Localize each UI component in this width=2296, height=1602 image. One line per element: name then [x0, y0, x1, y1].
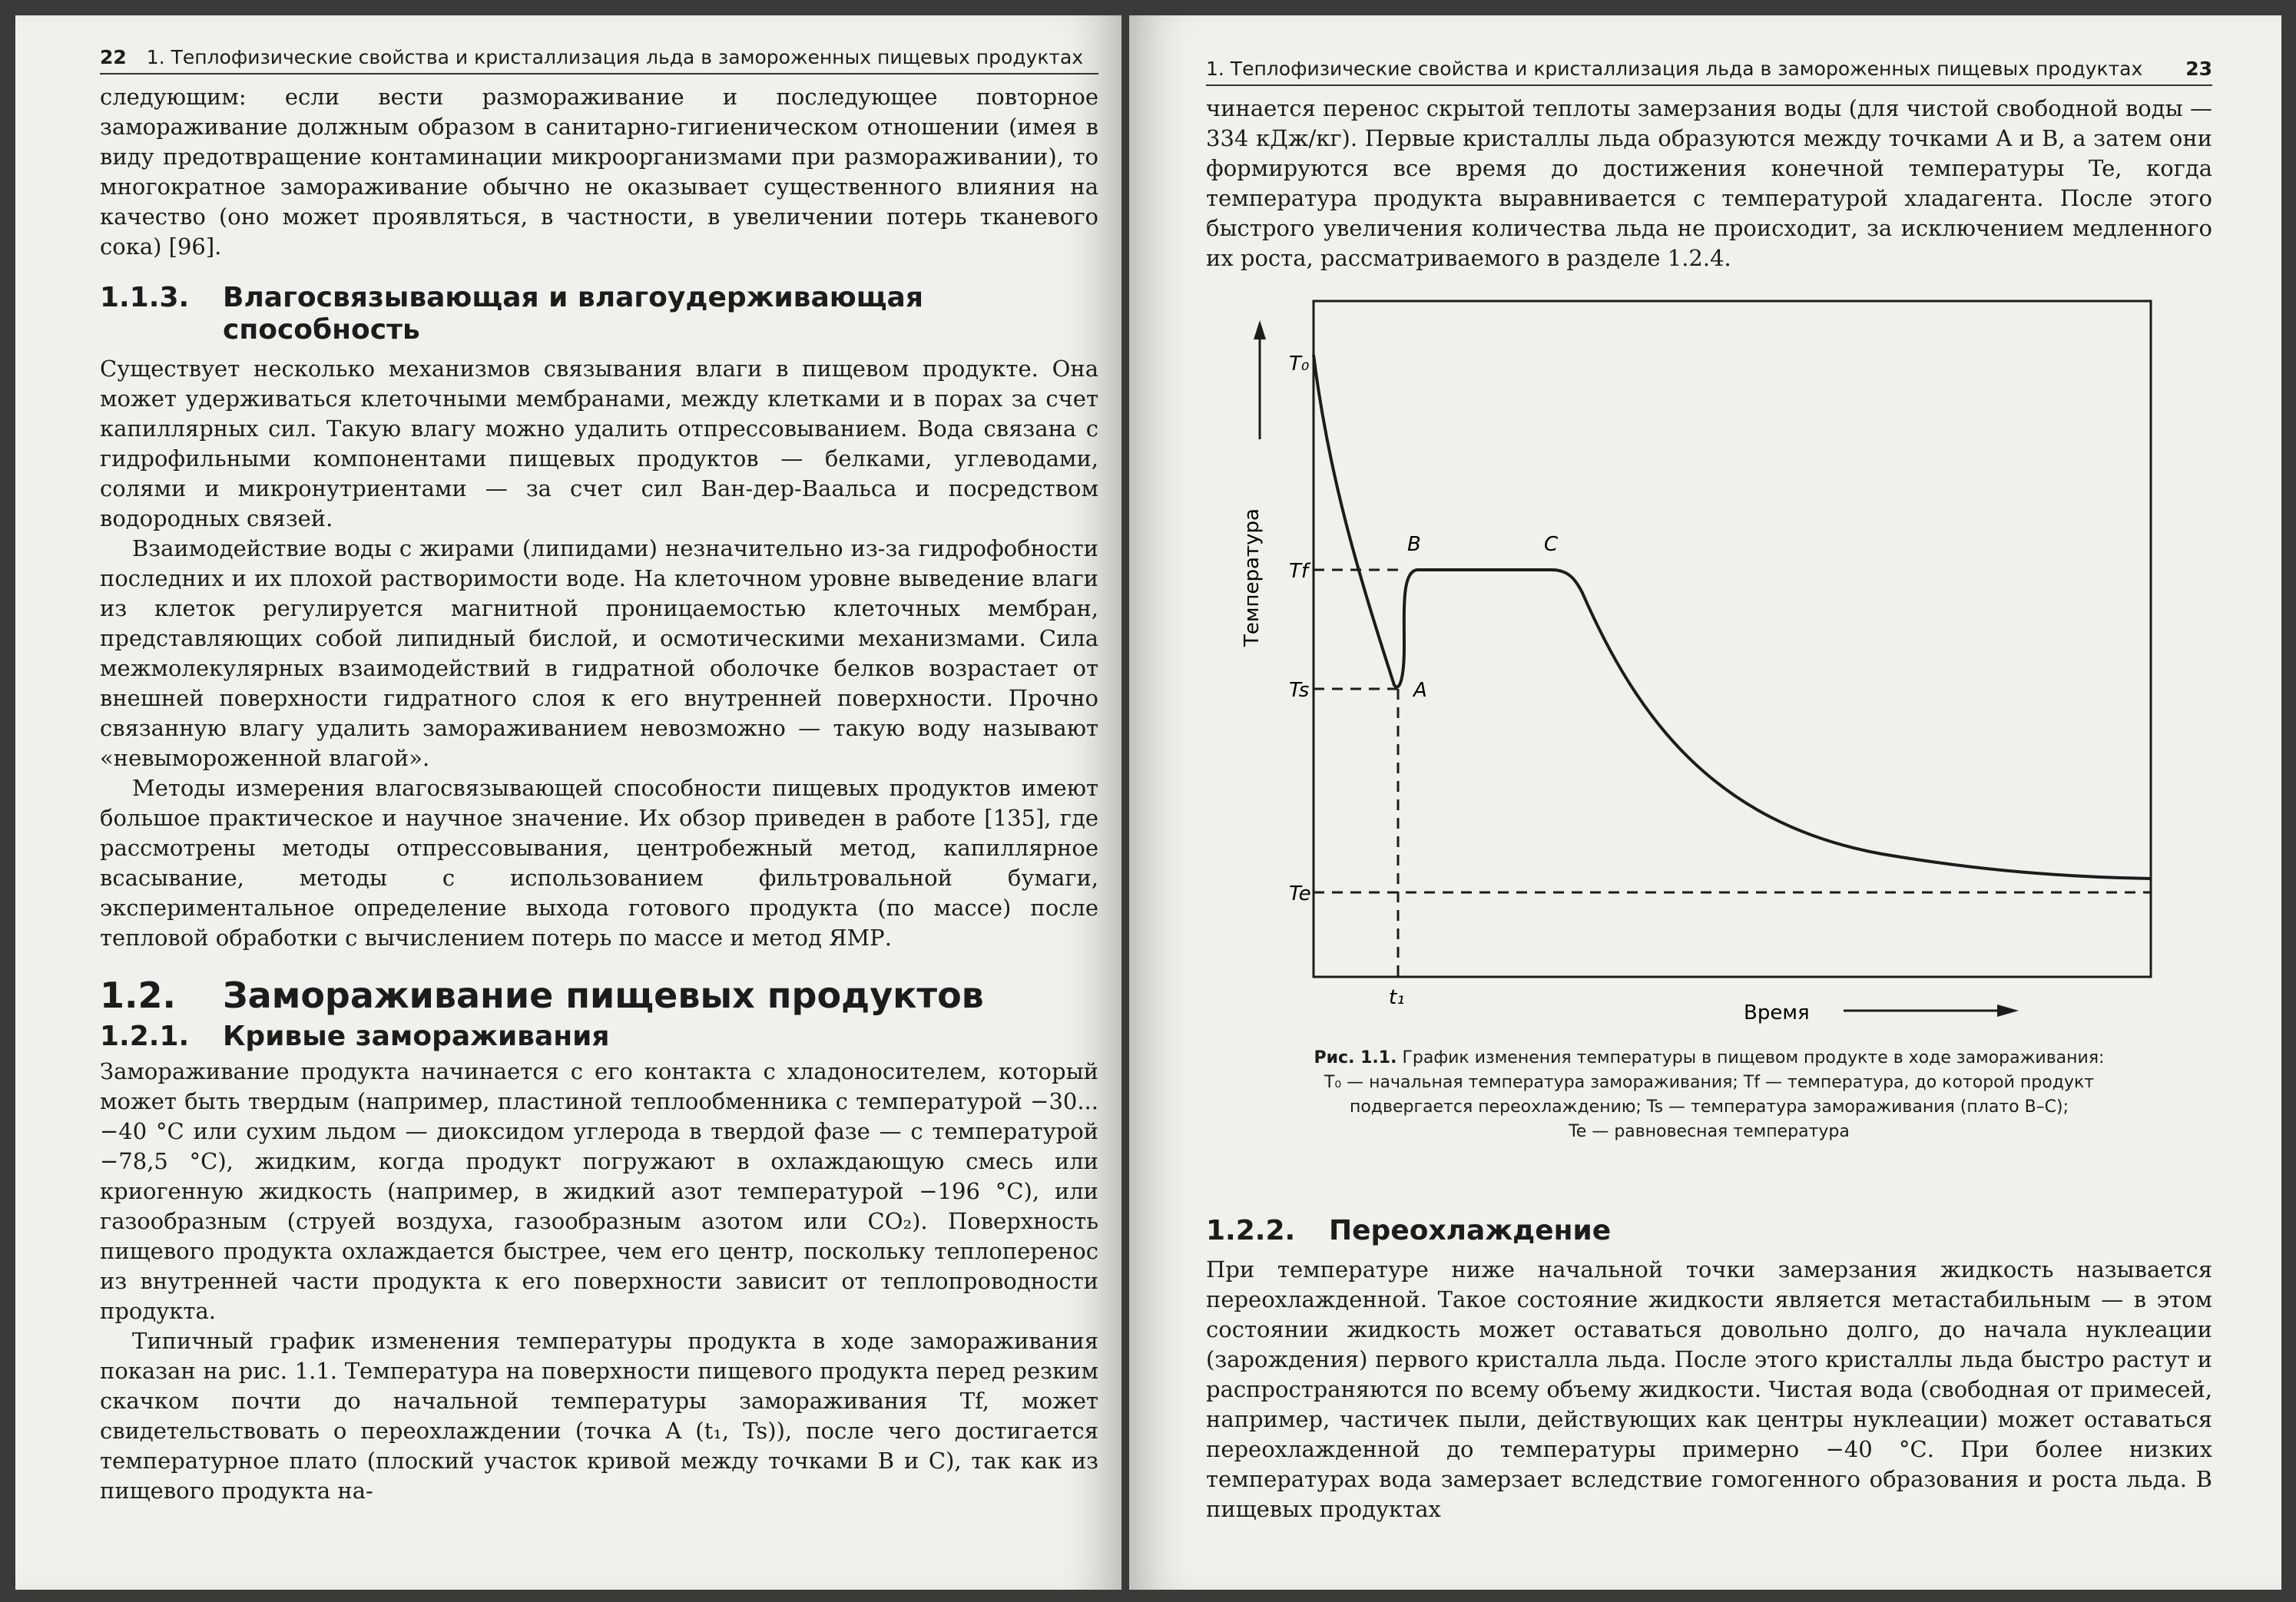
label-te: Te	[1289, 882, 1311, 905]
x-axis-arrowhead	[1997, 1005, 2019, 1017]
label-t0: T₀	[1289, 353, 1310, 376]
running-head-title-right: 1. Теплофизические свойства и кристаллизация льда в замороженных пищевых продуктах	[1206, 58, 2143, 80]
right-page-content	[1206, 58, 2212, 1524]
caption-line: График изменения температуры в пищевом продукте в ходе замораживания:	[1402, 1048, 2105, 1067]
right-page	[1129, 15, 2281, 1590]
caption-line: Te — равновесная температура	[1569, 1122, 1850, 1141]
section-number: 1.2.2.	[1206, 1215, 1296, 1246]
section-number: 1.2.1.	[100, 1021, 190, 1052]
point-label-a: A	[1413, 679, 1427, 702]
running-head-right	[1206, 58, 2212, 86]
point-label-c: C	[1544, 533, 1559, 556]
caption-line: T₀ — начальная температура замораживания; Tf — температура, до которой продукт	[1324, 1073, 2095, 1092]
paragraph: Взаимодействие воды с жирами (липидами) незначительно из-за гидрофобности последних и их плохой растворимости воде. На клеточном уровне выведение влаги из клеток регулируется магнитной проницаемостью клеточных мембран, представляющих собой липидный бислой, и осмотическими механизмами. Сила межмолекулярных взаимодействий в гидратной оболочке белков возрастает от внешней поверхности гидратного слоя к его внутренней поверхности. Прочно связанную влагу удалить замораживанием невозможно — такую воду называют «невымороженной влагой».	[100, 535, 1098, 771]
section-title: Переохлаждение	[1329, 1215, 1612, 1246]
left-page	[15, 15, 1121, 1590]
paragraph: Замораживание продукта начинается с его контакта с хладоносителем, который может быть твердым (например, пластиной теплообменника с температурой −30... −40 °С или сухим льдом — диоксидом углерода в твердой фазе — с температурой −78,5 °С), жидким, когда продукт погружают в охлаждающую смесь или криогенную жидкость (например, в жидкий азот температурой −196 °С), или газообразным (струей воздуха, газообразным азотом или CO₂). Поверхность пищевого продукта охлаждается быстрее, чем его центр, поскольку теплоперенос из внутренней части продукта к его поверхности зависит от теплопроводности продукта.	[100, 1058, 1098, 1324]
caption-line: подвергается переохлаждению; Ts — температура замораживания (плато B–C);	[1349, 1097, 2069, 1117]
label-tf: Tf	[1289, 560, 1309, 583]
point-label-b: B	[1407, 533, 1421, 556]
paragraph: Методы измерения влагосвязывающей способности пищевых продуктов имеют большое практическое и научное значение. Их обзор приведен в работе [135], где рассмотрены методы отпрессовывания, центробежный метод, капиллярное всасывание, методы с использованием фильтровальной бумаги, экспериментальное определение выхода готового продукта (по массе) после тепловой обработки с вычислением потерь по массе и метод ЯМР.	[100, 775, 1098, 951]
label-ts: Ts	[1289, 679, 1310, 702]
intro-paragraph-left: следующим: если вести размораживание и последующее повторное замораживание должным образом в санитарно-гигиеническом отношении (имея в виду предотвращение контаминации микроорганизмами при размораживании), то многократное замораживание обычно не оказывает существенного влияния на качество (оно может проявляться, в частности, в увеличении потерь тканевого сока) [96].	[100, 84, 1098, 260]
y-axis-label: Температура	[1241, 508, 1264, 647]
figure-freezing-curve	[1206, 286, 2212, 1184]
section-heading-1-2-1	[100, 1021, 1098, 1052]
label-t1: t₁	[1389, 986, 1405, 1009]
paragraph: Типичный график изменения температуры продукта в ходе замораживания показан на рис. 1.1. Температура на поверхности пищевого продукта перед резким скачком почти до начальной температуры замораживания Tf, может свидетельствовать о переохлаждении (точка A (t₁, Ts)), после чего достигается температурное плато (плоский участок кривой между точками B и C), так как из пищевого продукта на-	[100, 1328, 1098, 1504]
x-axis-label: Время	[1744, 1001, 1810, 1024]
y-axis-arrowhead	[1254, 320, 1266, 339]
temperature-curve	[1314, 355, 2151, 879]
section-title: Влагосвязывающая и влагоудерживающая способность	[223, 282, 923, 346]
running-head-title-left: 1. Теплофизические свойства и кристаллизация льда в замороженных пищевых продуктах	[146, 46, 1084, 68]
section-title: Кривые замораживания	[223, 1021, 610, 1052]
section-title: Замораживание пищевых продуктов	[223, 975, 984, 1016]
section-number: 1.1.3.	[100, 282, 190, 313]
section-heading-1-2-2	[1206, 1215, 2212, 1247]
paragraph: При температуре ниже начальной точки замерзания жидкость называется переохлажденной. Такое состояние жидкости является метастабильным — в этом состоянии жидкость может оставаться довольно долго, до начала нуклеации (зарождения) первого кристалла льда. После этого кристаллы льда быстро растут и распространяются по всему объему жидкости. Чистая вода (свободная от примесей, например, частичек пыли, действующих как центры нуклеации) может оставаться переохлажденной до температуры примерно −40 °С. При более низких температурах вода замерзает вследствие гомогенного образования и роста льда. В пищевых продуктах	[1206, 1256, 2212, 1522]
intro-paragraph-right: чинается перенос скрытой теплоты замерзания воды (для чистой свободной воды — 334 кДж/кг). Первые кристаллы льда образуются между точками A и B, а затем они формируются все время до достижения конечной температуры Te, когда температура продукта выравнивается с температурой хладагента. После этого быстрого увеличения количества льда не происходит, за исключением медленного их роста, рассматриваемого в разделе 1.2.4.	[1206, 95, 2212, 271]
section-heading-1-1-3	[100, 282, 1098, 346]
left-page-content	[100, 46, 1098, 1506]
caption-title: Рис. 1.1.	[1314, 1048, 1397, 1067]
page-number-right: 23	[2185, 58, 2212, 80]
figure-caption	[1264, 1046, 2155, 1144]
page-number-left: 22	[100, 46, 127, 68]
section-heading-1-2	[100, 975, 1098, 1016]
running-head-left	[100, 46, 1098, 74]
section-number: 1.2.	[100, 975, 176, 1016]
paragraph: Существует несколько механизмов связывания влаги в пищевом продукте. Она может удерживаться клеточными мембранами, между клетками и в порах за счет капиллярных сил. Такую влагу можно удалить отпрессовыванием. Вода связана с гидрофильными компонентами пищевых продуктов — белками, углеводами, солями и микронутриентами — за счет сил Ван-дер-Ваальса и посредством водородных связей.	[100, 356, 1098, 531]
plot-frame	[1314, 301, 2151, 977]
